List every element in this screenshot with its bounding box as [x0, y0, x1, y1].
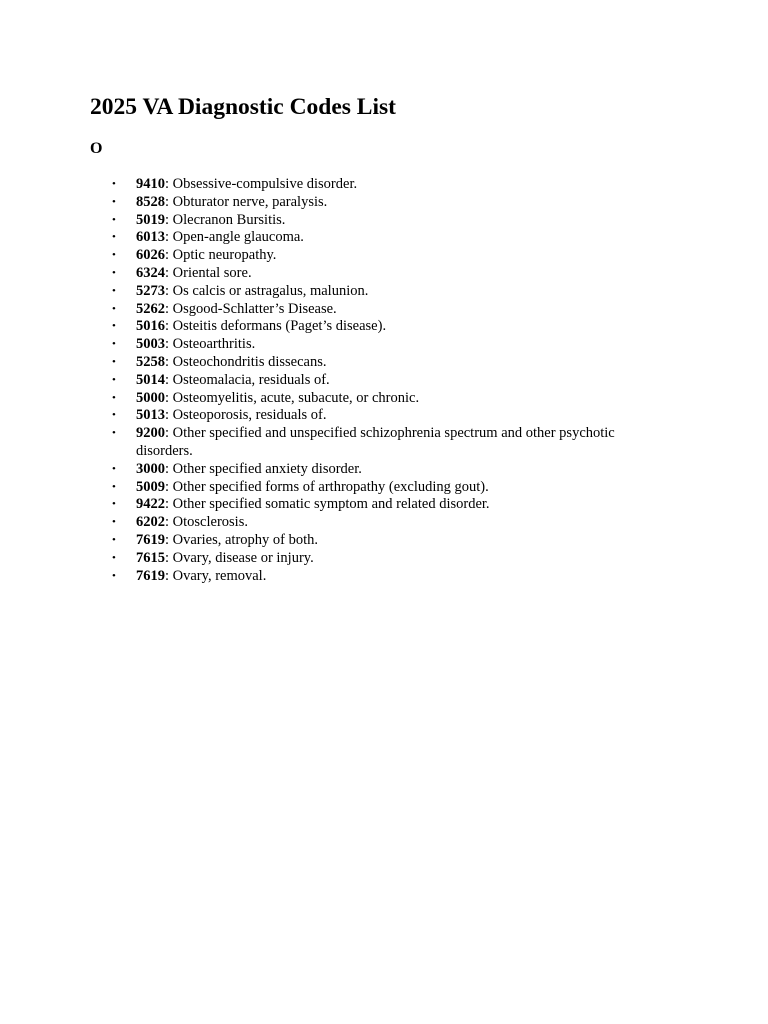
diagnostic-code: 9200: [136, 425, 165, 442]
page-title: 2025 VA Diagnostic Codes List: [90, 94, 396, 120]
condition-description: : Obturator nerve, paralysis.: [165, 193, 328, 210]
condition-description: : Osteitis deformans (Paget’s disease).: [165, 318, 387, 335]
diagnostic-code: 5019: [136, 211, 165, 228]
bullet-icon: •: [112, 480, 116, 493]
bullet-icon: •: [112, 391, 116, 404]
diagnostic-code: 5273: [136, 282, 165, 299]
condition-description: : Oriental sore.: [165, 264, 252, 281]
list-item: [112, 425, 672, 461]
bullet-icon: •: [112, 302, 116, 315]
diagnostic-code: 7619: [136, 567, 165, 584]
bullet-icon: •: [112, 213, 116, 226]
diagnostic-code-list: [112, 176, 672, 585]
condition-description: : Osteomyelitis, acute, subacute, or chronic.: [165, 389, 420, 406]
condition-description: : Osteoarthritis.: [165, 336, 256, 353]
condition-description: : Other specified anxiety disorder.: [165, 460, 362, 477]
list-item: [112, 194, 672, 212]
bullet-icon: •: [112, 569, 116, 582]
condition-description: : Ovary, disease or injury.: [165, 549, 314, 566]
condition-description: : Other specified and unspecified schizophrenia spectrum and other psychotic disorders.: [136, 425, 615, 459]
bullet-icon: •: [112, 355, 116, 368]
list-item: [112, 354, 672, 372]
list-item: [112, 247, 672, 265]
bullet-icon: •: [112, 249, 116, 262]
bullet-icon: •: [112, 284, 116, 297]
condition-description: : Open-angle glaucoma.: [165, 229, 304, 246]
diagnostic-code: 9410: [136, 176, 165, 192]
list-item: [112, 336, 672, 354]
diagnostic-code: 5009: [136, 478, 165, 495]
bullet-icon: •: [112, 516, 116, 529]
bullet-icon: •: [112, 231, 116, 244]
bullet-icon: •: [112, 178, 116, 190]
list-item: [112, 532, 672, 550]
condition-description: : Otosclerosis.: [165, 514, 248, 531]
condition-description: : Os calcis or astragalus, malunion.: [165, 282, 369, 299]
list-item: [112, 229, 672, 247]
bullet-icon: •: [112, 409, 116, 422]
list-item: [112, 212, 672, 230]
list-item: [112, 568, 672, 586]
list-item: [112, 514, 672, 532]
condition-description: : Osgood-Schlatter’s Disease.: [165, 300, 337, 317]
diagnostic-code: 6013: [136, 229, 165, 246]
condition-description: : Olecranon Bursitis.: [165, 211, 286, 228]
diagnostic-code: 5013: [136, 407, 165, 424]
diagnostic-code: 5262: [136, 300, 165, 317]
diagnostic-code: 9422: [136, 496, 165, 513]
bullet-icon: •: [112, 551, 116, 564]
diagnostic-code: 6324: [136, 264, 165, 281]
list-item: [112, 550, 672, 568]
condition-description: : Osteomalacia, residuals of.: [165, 371, 330, 388]
bullet-icon: •: [112, 533, 116, 546]
diagnostic-code: 6026: [136, 247, 165, 264]
bullet-icon: •: [112, 462, 116, 475]
list-item: [112, 176, 672, 194]
list-item: [112, 318, 672, 336]
diagnostic-code: 5003: [136, 336, 165, 353]
condition-description: : Other specified forms of arthropathy (excluding gout).: [165, 478, 489, 495]
condition-description: : Osteochondritis dissecans.: [165, 353, 327, 370]
section-heading: O: [90, 140, 103, 157]
bullet-icon: •: [112, 266, 116, 279]
bullet-icon: •: [112, 498, 116, 511]
diagnostic-code: 3000: [136, 460, 165, 477]
condition-description: : Other specified somatic symptom and related disorder.: [165, 496, 490, 513]
diagnostic-code: 5258: [136, 353, 165, 370]
condition-description: : Ovary, removal.: [165, 567, 267, 584]
list-item: [112, 372, 672, 390]
list-item: [112, 265, 672, 283]
diagnostic-code: 5014: [136, 371, 165, 388]
list-item: [112, 283, 672, 301]
list-item: [112, 479, 672, 497]
bullet-icon: •: [112, 373, 116, 386]
diagnostic-code: 6202: [136, 514, 165, 531]
bullet-icon: •: [112, 320, 116, 333]
bullet-icon: •: [112, 427, 116, 440]
condition-description: : Optic neuropathy.: [165, 247, 277, 264]
list-item: [112, 461, 672, 479]
diagnostic-code: 5000: [136, 389, 165, 406]
condition-description: : Ovaries, atrophy of both.: [165, 531, 319, 548]
list-item: [112, 407, 672, 425]
diagnostic-code: 8528: [136, 193, 165, 210]
list-item: [112, 390, 672, 408]
bullet-icon: •: [112, 338, 116, 351]
diagnostic-code: 7619: [136, 531, 165, 548]
bullet-icon: •: [112, 195, 116, 208]
condition-description: : Osteoporosis, residuals of.: [165, 407, 327, 424]
diagnostic-code: 5016: [136, 318, 165, 335]
diagnostic-code: 7615: [136, 549, 165, 566]
list-item: [112, 496, 672, 514]
condition-description: : Obsessive-compulsive disorder.: [165, 176, 358, 192]
list-item: [112, 301, 672, 319]
